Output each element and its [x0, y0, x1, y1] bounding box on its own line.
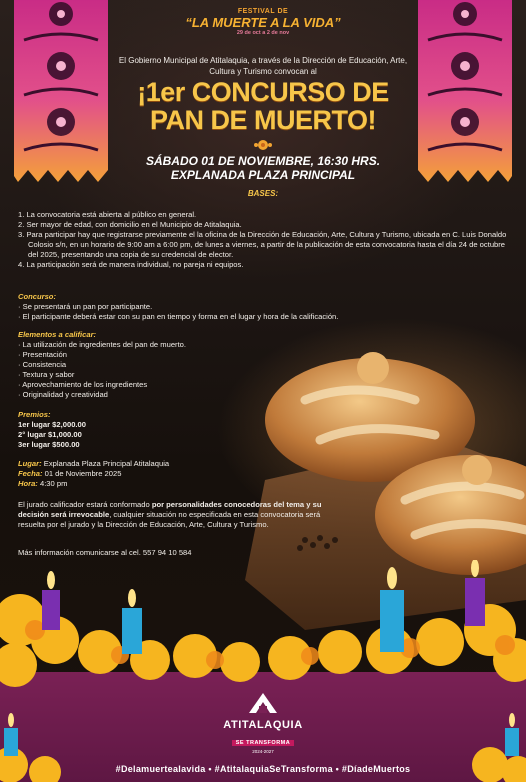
- brand-years: 2024-2027: [252, 749, 274, 754]
- bases-item: 1. La convocatoria está abierta al público en general.: [18, 210, 197, 219]
- bases-title: BASES:: [247, 189, 279, 198]
- jurado-pre: El jurado calificador estará conformado: [18, 500, 152, 509]
- bases-item: 4. La participación será de manera individual, no pareja ni equipos.: [18, 260, 244, 269]
- bases-list: [18, 210, 508, 270]
- intro-text: El Gobierno Municipal de Atitalaquia, a través de la Dirección de Educación, Arte, Cultura y Turismo convocan al: [118, 56, 408, 76]
- lugar-value: Explanada Plaza Principal Atitalaquia: [43, 459, 170, 468]
- bases-item: 3. Para participar hay que registrarse previamente el la oficina de la Dirección de Educación, Arte, Cultura y Turismo, ubicada en C. Luis Donaldo Colosio s/n, en un horario de 9:00 am a 6:00 pm, de lunes a viernes, a partir de la publicación de esta convocatoria hasta el día 24 de octubre del 2025, presentando una copia de su credencial de elector.: [18, 230, 507, 259]
- contacto-text: Más información comunicarse al cel. 557 94 10 584: [18, 548, 192, 557]
- jurado-bold: por personalidades conocedoras del tema y su decisión será irrevocable: [18, 500, 322, 519]
- event-place: EXPLANADA PLAZA PRINCIPAL: [170, 168, 356, 182]
- lugar-label: Lugar:: [18, 459, 42, 468]
- fecha-value: 01 de Noviembre 2025: [44, 469, 122, 478]
- headline-line-2: PAN DE MUERTO!: [149, 105, 376, 135]
- jurado-text: [18, 500, 338, 530]
- elementos-item: · Presentación: [18, 350, 67, 359]
- elementos-item: · Consistencia: [18, 360, 67, 369]
- festival-logo: [0, 8, 526, 36]
- premio-item: 3er lugar $500.00: [18, 440, 80, 449]
- premio-item: 2° lugar $1,000.00: [18, 430, 82, 439]
- bases-item: 2. Ser mayor de edad, con domicilio en el Municipio de Atitalaquia.: [18, 220, 242, 229]
- brand-tagline: SE TRANSFORMA: [232, 740, 294, 746]
- atitalaquia-logo: [213, 692, 313, 754]
- detalles-section: [18, 459, 248, 489]
- premio-item: 1er lugar $2,000.00: [18, 420, 86, 429]
- jurado-post: , cualquier situación no especificada en esta convocatoria será resuelta por el jurado y la Dirección de Educación, Arte, Cultura y Turismo.: [18, 510, 321, 529]
- concurso-item: · Se presentará un pan por participante.: [18, 302, 153, 311]
- hora-label: Hora:: [18, 479, 38, 488]
- concurso-title: Concurso:: [18, 292, 56, 301]
- premios-section: [18, 410, 218, 450]
- elementos-section: [18, 330, 268, 400]
- concurso-item: · El participante deberá estar con su pan en tiempo y forma en el lugar y hora de la calificación.: [18, 312, 339, 321]
- event-date: SÁBADO 01 DE NOVIEMBRE, 16:30 HRS.: [145, 154, 381, 168]
- elementos-title: Elementos a calificar:: [18, 330, 97, 339]
- marigold-divider-icon: [253, 138, 273, 152]
- fecha-label: Fecha:: [18, 469, 43, 478]
- festival-dates: 29 de oct a 2 de nov: [236, 30, 290, 36]
- concurso-section: [18, 292, 478, 322]
- atitalaquia-emblem-icon: [248, 692, 278, 714]
- premios-title: Premios:: [18, 410, 51, 419]
- headline-line-1: ¡1er CONCURSO DE: [137, 77, 389, 107]
- elementos-item: · Originalidad y creatividad: [18, 390, 108, 399]
- festival-small-label: FESTIVAL DE: [237, 8, 289, 15]
- hora-value: 4:30 pm: [39, 479, 68, 488]
- elementos-item: · La utilización de ingredientes del pan de muerto.: [18, 340, 187, 349]
- hashtags: #Delamuertealavida • #AtitalaquiaSeTransforma • #DíadeMuertos: [115, 764, 411, 774]
- elementos-item: · Textura y sabor: [18, 370, 75, 379]
- headline: [100, 78, 426, 134]
- event-info: [80, 154, 446, 182]
- elementos-item: · Aprovechamiento de los ingredientes: [18, 380, 148, 389]
- festival-title: “LA MUERTE A LA VIDA”: [185, 15, 341, 30]
- brand-name: ATITALAQUIA: [223, 719, 303, 731]
